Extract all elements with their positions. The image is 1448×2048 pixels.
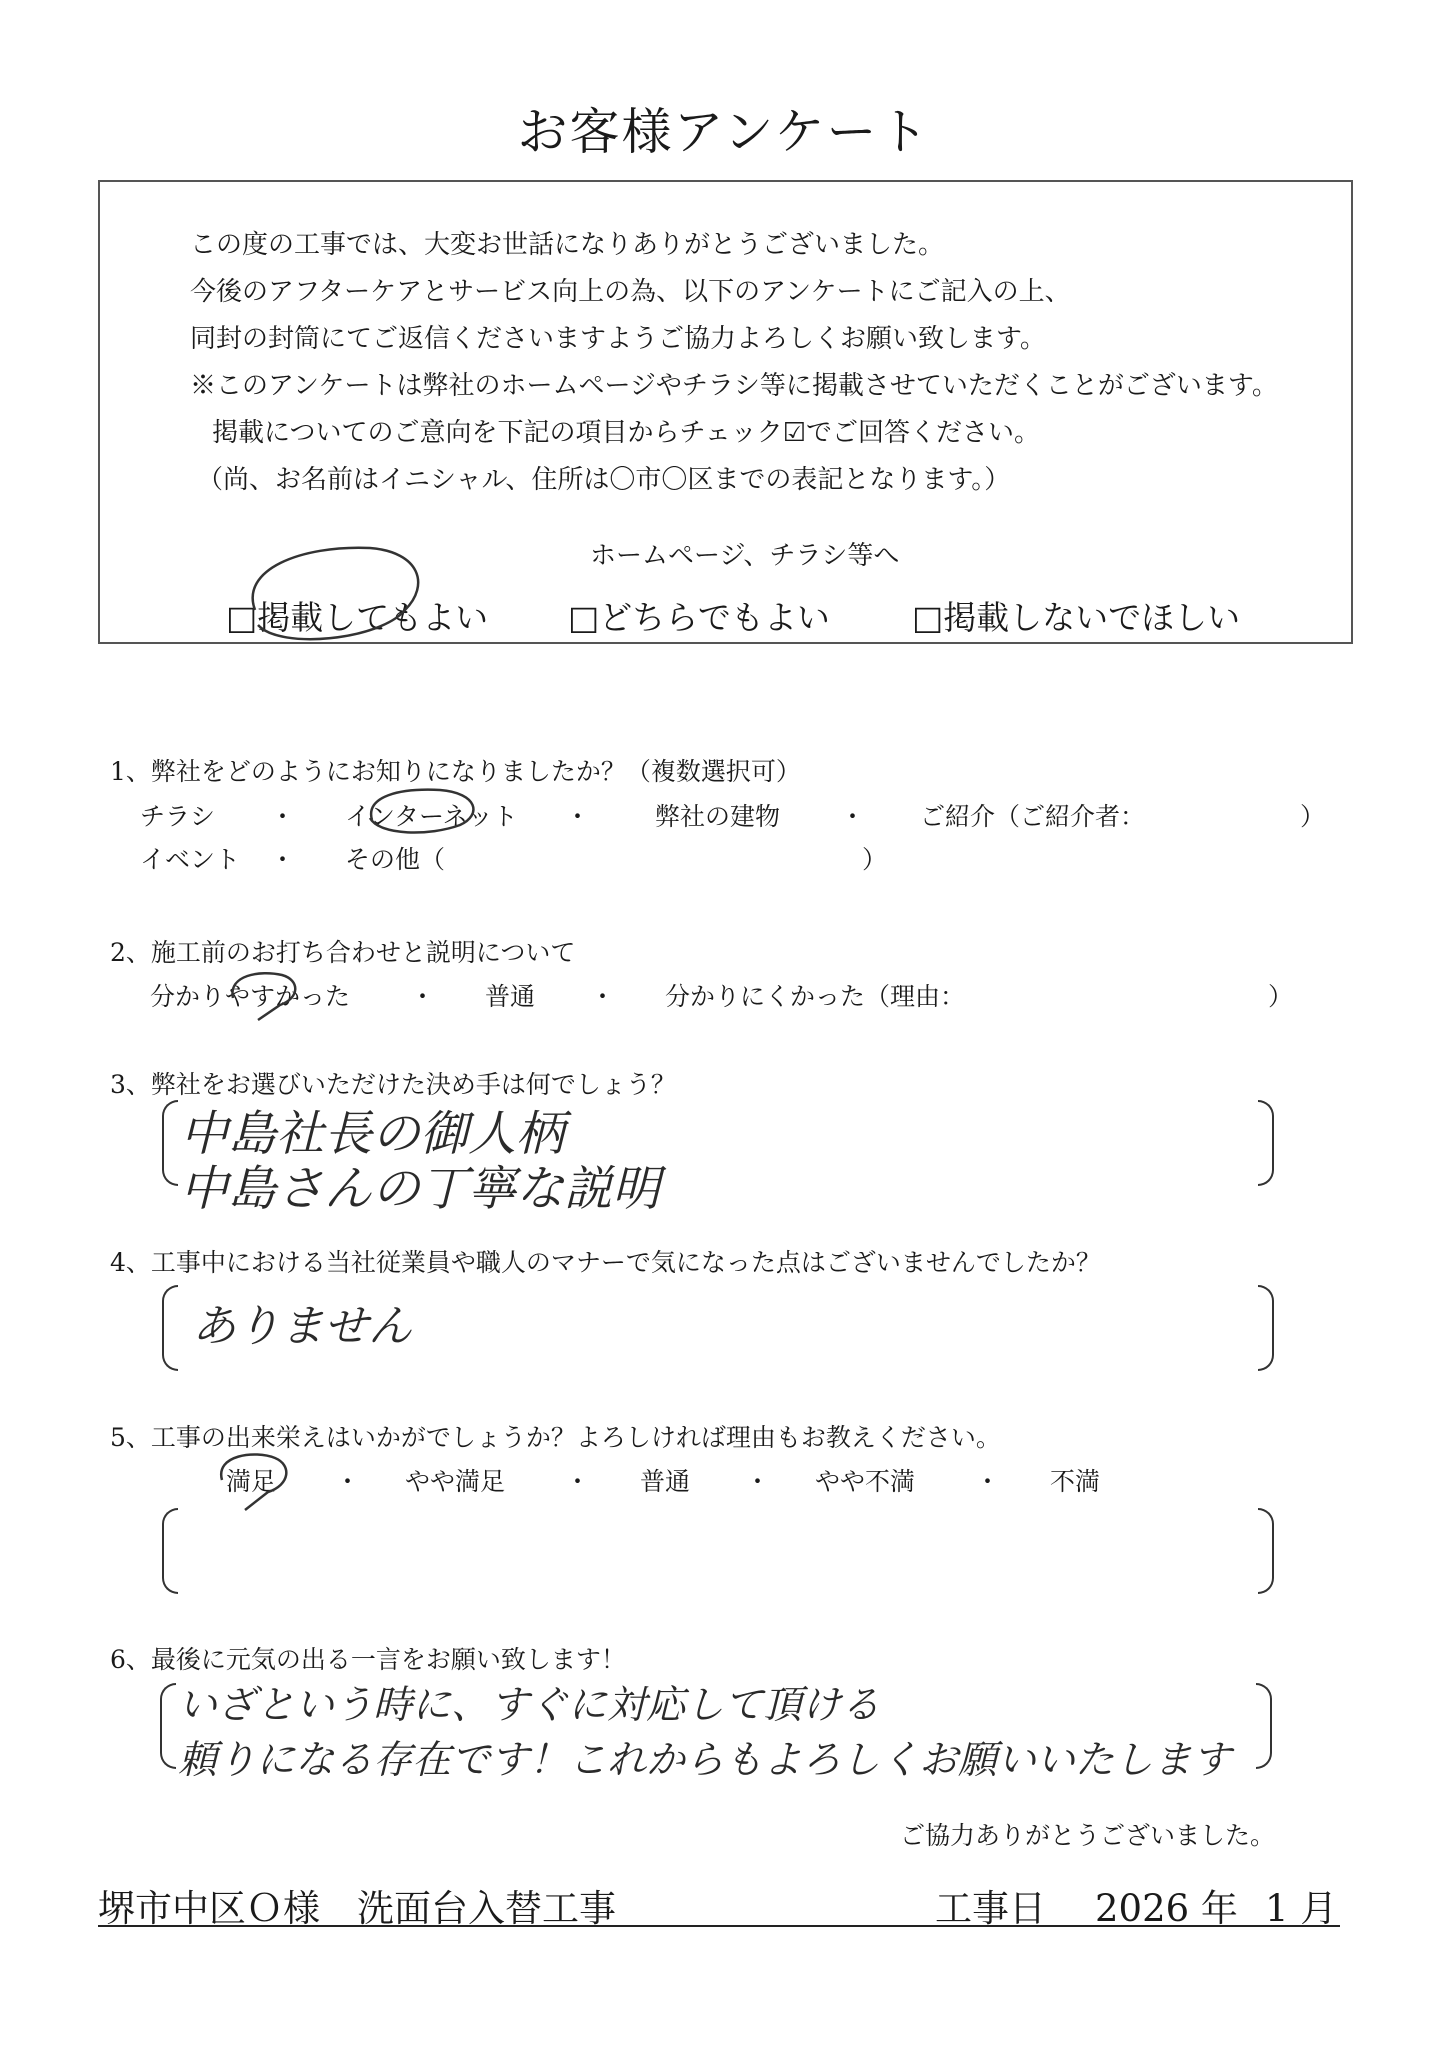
q1-option-referral[interactable]: ご紹介（ご紹介者：: [920, 802, 1146, 831]
q3-answer-line-2: 中島さんの丁寧な説明: [180, 1161, 661, 1217]
footer-customer: 堺市中区Ｏ様 洗面台入替工事: [98, 1887, 616, 1930]
closing-thanks: ご協力ありがとうございました。: [900, 1821, 1276, 1850]
question-3: 3、弊社をお選びいただけた決め手は何でしょう？: [110, 1070, 676, 1099]
question-5: 5、工事の出来栄えはいかがでしょうか？よろしければ理由もお教えください。: [110, 1423, 1001, 1452]
q5-satisfied-circle: [221, 1454, 286, 1510]
q2-hard-close: ）: [1268, 982, 1294, 1011]
q1-option-internet[interactable]: インターネット: [345, 802, 518, 831]
question-4: 4、工事中における当社従業員や職人のマナーで気になった点はございませんでしたか？: [110, 1248, 1101, 1277]
q2-option-easy[interactable]: 分かりやすかった: [150, 982, 351, 1011]
q2-option-hard[interactable]: 分かりにくかった（理由：: [665, 982, 966, 1011]
q1-other-close: ）: [862, 845, 888, 874]
q6-answer-line-2: 頼りになる存在です！これからもよろしくお願いいたします: [178, 1738, 1232, 1783]
q1-dot: ・: [565, 802, 591, 831]
q5-option-unsatisfied[interactable]: 不満: [1050, 1467, 1101, 1496]
publish-heading: ホームページ、チラシ等へ: [590, 541, 900, 571]
intro-line-3: 同封の封筒にてご返信くださいますようご協力よろしくお願い致します。: [190, 324, 1046, 354]
intro-line-2: 今後のアフターケアとサービス向上の為、以下のアンケートにご記入の上、: [190, 277, 1071, 307]
question-2: 2、施工前のお打ち合わせと説明について: [110, 938, 576, 967]
q2-easy-circle: [232, 973, 295, 1020]
publish-option-no[interactable]: □掲載しないでほしい: [912, 598, 1241, 637]
q1-option-building[interactable]: 弊社の建物: [655, 802, 781, 831]
publish-option-either[interactable]: □どちらでもよい: [568, 598, 830, 637]
q5-dot: ・: [565, 1467, 591, 1496]
q1-dot: ・: [270, 802, 296, 831]
q1-dot: ・: [270, 845, 296, 874]
q1-option-flyer[interactable]: チラシ: [140, 802, 216, 831]
publish-selection-circle: [253, 548, 418, 639]
q5-option-normal[interactable]: 普通: [640, 1467, 691, 1496]
publish-option-ok[interactable]: □掲載してもよい: [226, 598, 489, 637]
intro-line-4: ※このアンケートは弊社のホームページやチラシ等に掲載させていただくことがございます。: [190, 371, 1278, 401]
page-title: お客様アンケート: [517, 103, 931, 161]
q5-dot: ・: [335, 1467, 361, 1496]
q4-answer: ありません: [192, 1301, 412, 1352]
footer-year: 2026 年: [1095, 1887, 1238, 1930]
footer-month: 1 月: [1265, 1887, 1338, 1930]
q5-option-somewhat-unsatisfied[interactable]: やや不満: [815, 1467, 916, 1496]
q5-option-somewhat[interactable]: やや満足: [405, 1467, 506, 1496]
q2-option-normal[interactable]: 普通: [485, 982, 536, 1011]
q1-referral-close: ）: [1300, 802, 1326, 831]
q6-answer-line-1: いざという時に、すぐに対応して頂ける: [178, 1683, 881, 1728]
q2-dot: ・: [590, 982, 616, 1011]
question-1: 1、弊社をどのようにお知りになりましたか？（複数選択可）: [110, 757, 801, 786]
q2-dot: ・: [410, 982, 436, 1011]
q1-internet-circle: [370, 790, 473, 833]
q1-option-other[interactable]: その他（: [345, 845, 446, 874]
intro-line-5: 掲載についてのご意向を下記の項目からチェック☑でご回答ください。: [212, 418, 1041, 448]
footer-date-label: 工事日: [935, 1887, 1046, 1930]
q3-answer-line-1: 中島社長の御人柄: [180, 1106, 565, 1162]
q5-dot: ・: [745, 1467, 771, 1496]
q1-dot: ・: [840, 802, 866, 831]
q5-dot: ・: [975, 1467, 1001, 1496]
intro-line-6: （尚、お名前はイニシャル、住所は〇市〇区までの表記となります。）: [197, 465, 1011, 495]
question-6: 6、最後に元気の出る一言をお願い致します！: [110, 1645, 626, 1674]
q1-option-event[interactable]: イベント: [140, 845, 241, 874]
q5-option-satisfied[interactable]: 満足: [226, 1467, 277, 1496]
intro-line-1: この度の工事では、大変お世話になりありがとうございました。: [190, 230, 945, 260]
